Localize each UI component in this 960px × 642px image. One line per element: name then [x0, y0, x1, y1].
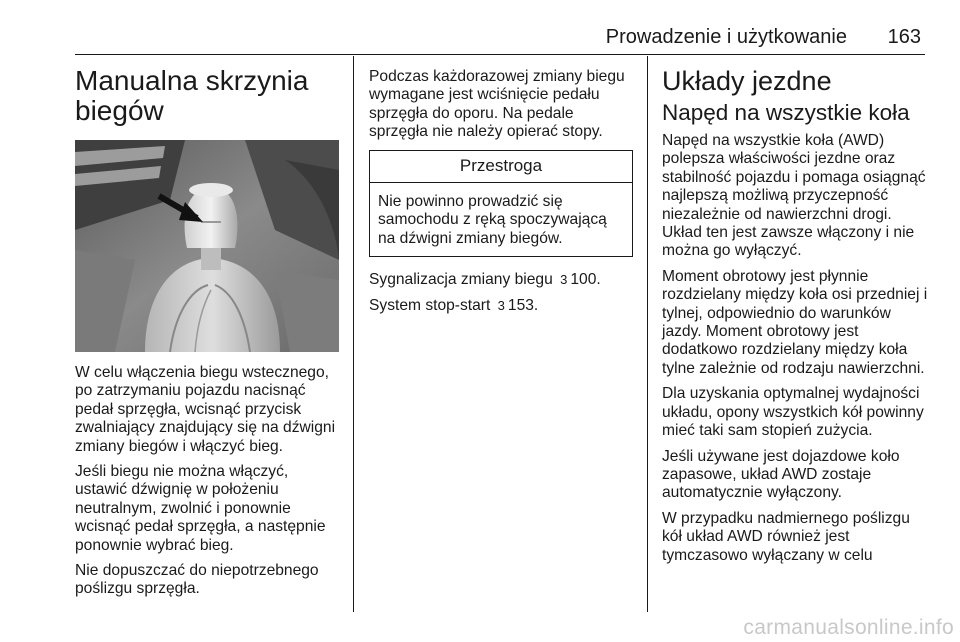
- cross-reference[interactable]: Sygnalizacja zmiany biegu 3 100.: [369, 271, 601, 289]
- paragraph: W celu włączenia biegu wstecznego, po zatrzymaniu pojazdu nacisnąć pedał sprzęgła, wcisnąć przycisk zwalniający znajdujący się na dźwigni zmiany biegów i włączyć bieg.: [75, 364, 336, 455]
- column-3: [662, 66, 928, 572]
- section-heading: Manualna skrzynia biegów: [75, 65, 309, 126]
- paragraph: Napęd na wszystkie koła (AWD) polepsza właściwości jezdne oraz stabilność pojazdu i pomaga osiągnąć najlepszą możliwą przyczepność niezależnie od nawierzchni drogi. Układ ten jest zawsze włączony i nie można go wyłączyć.: [662, 132, 926, 260]
- caution-box: [369, 150, 633, 258]
- column-divider-1: [353, 56, 354, 612]
- caution-title: Przestroga: [370, 151, 632, 183]
- page-header: [75, 24, 925, 54]
- paragraph: Nie dopuszczać do niepotrzebnego poślizgu sprzęgła.: [75, 562, 319, 598]
- paragraph: Jeśli używane jest dojazdowe koło zapasowe, układ AWD zostaje automatycznie wyłączony.: [662, 447, 900, 502]
- page-ref-icon: 3: [497, 297, 505, 313]
- column-2: [369, 68, 633, 322]
- gearshift-photo: [75, 140, 339, 352]
- paragraph: Dla uzyskania optymalnej wydajności układu, opony wszystkich kół powinny mieć taki sam stopień zużycia.: [662, 385, 924, 440]
- cross-reference[interactable]: System stop-start 3 153.: [369, 296, 539, 314]
- page-ref-icon: 3: [560, 272, 568, 288]
- column-1-body: [75, 364, 343, 606]
- watermark: carmanualsonline.info: [743, 616, 954, 639]
- column-divider-2: [647, 56, 648, 612]
- gearshift-illustration: [75, 140, 339, 352]
- chapter-heading: Układy jezdne: [662, 66, 832, 96]
- caution-text: Nie powinno prowadzić się samochodu z ręką spoczywającą na dźwigni zmiany biegów.: [378, 193, 607, 247]
- paragraph: Jeśli biegu nie można włączyć, ustawić dźwignię w położeniu neutralnym, zwolnić i ponownie wcisnąć pedał sprzęgła, a następnie ponownie wybrać bieg.: [75, 463, 326, 554]
- running-title: Prowadzenie i użytkowanie: [605, 26, 847, 48]
- page-number: 163: [887, 26, 921, 48]
- column-1: [75, 66, 343, 126]
- section-subheading: Napęd na wszystkie koła: [662, 100, 910, 125]
- header-rule: [75, 54, 925, 55]
- paragraph: W przypadku nadmiernego poślizgu kół układ AWD również jest tymczasowo wyłączany w celu: [662, 509, 910, 564]
- paragraph: Podczas każdorazowej zmiany biegu wymagane jest wciśnięcie pedału sprzęgła do oporu. Na pedale sprzęgła nie należy opierać stopy.: [369, 68, 625, 141]
- paragraph: Moment obrotowy jest płynnie rozdzielany między koła osi przedniej i tylnej, odpowiednio do warunków jazdy. Moment obrotowy jest dodatkowo rozdzielany między koła tylne zależnie od rodzaju nawierzchni.: [662, 267, 928, 377]
